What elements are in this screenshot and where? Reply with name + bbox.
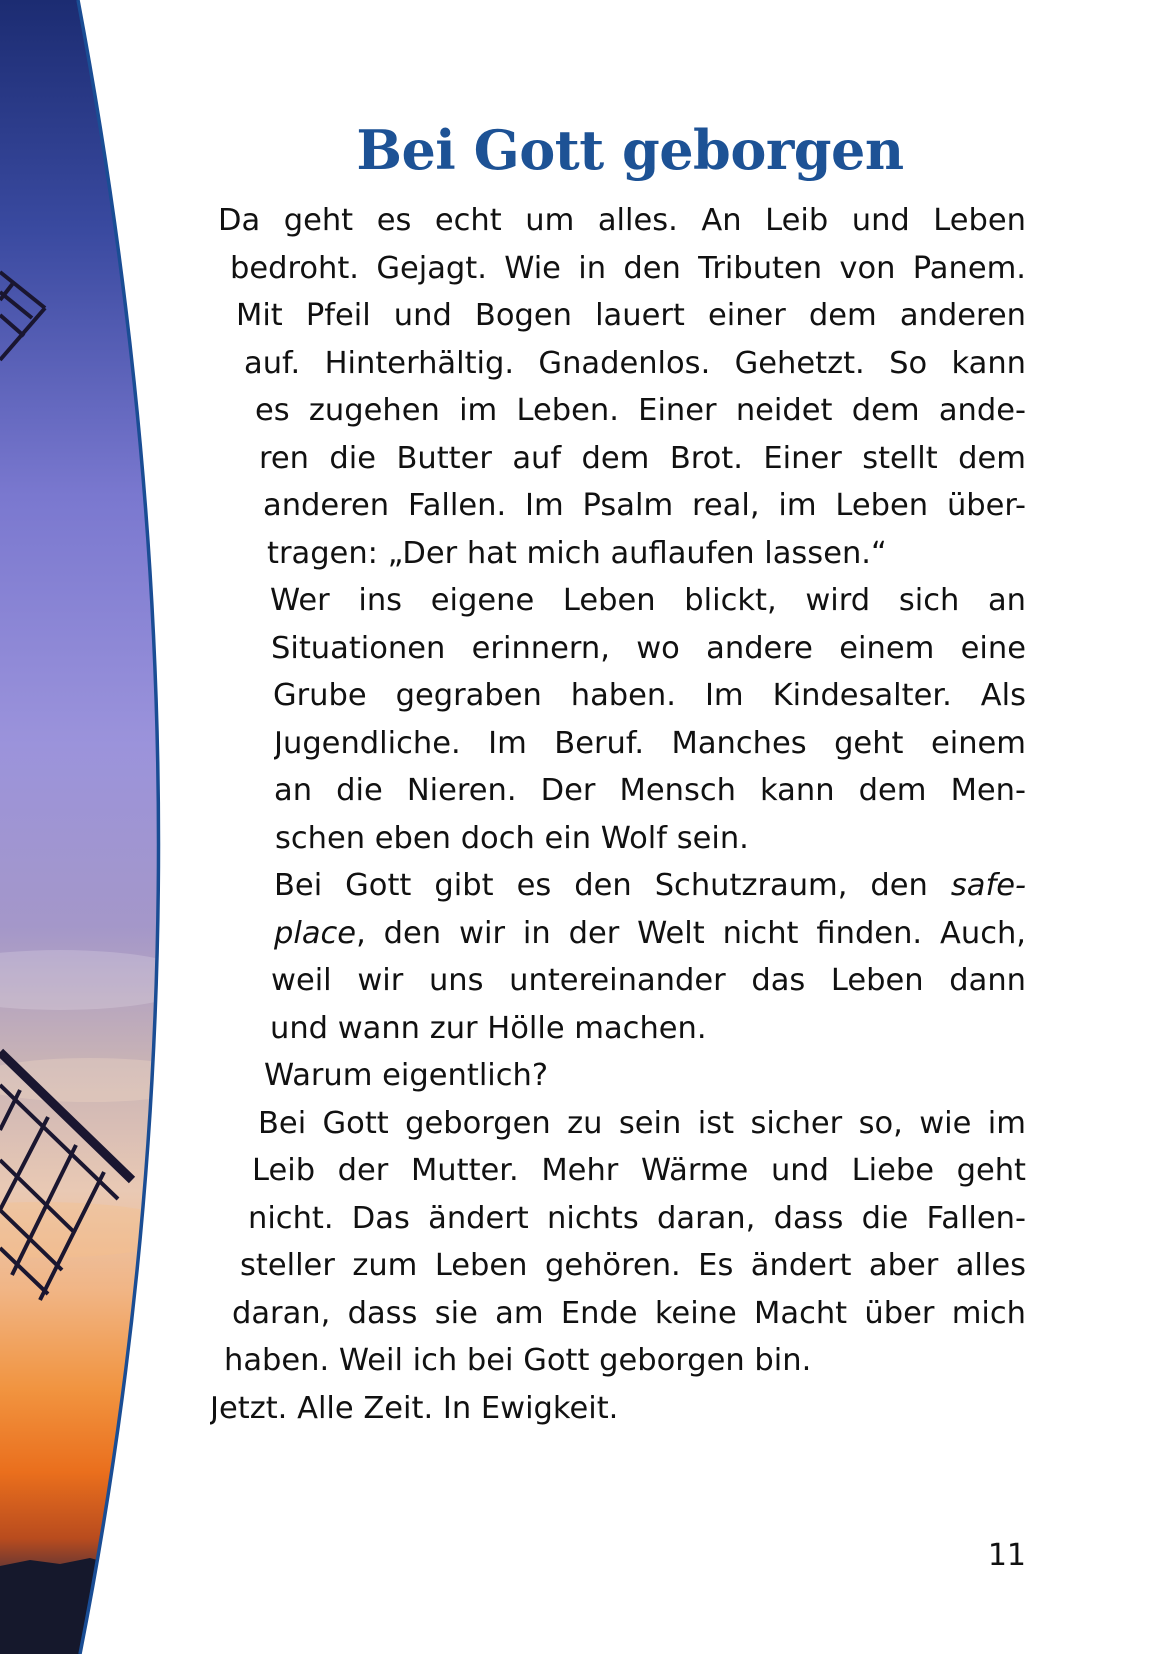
text-line: und wann zur Hölle machen. (270, 1010, 707, 1046)
text-line: tragen: „Der hat mich auflaufen lassen.“ (267, 535, 887, 571)
text-line: anderen Fallen. Im Psalm real, im Leben über- (263, 488, 1026, 523)
text-line: schen eben doch ein Wolf sein. (275, 820, 749, 856)
text-line: haben. Weil ich bei Gott geborgen bin. (224, 1343, 812, 1378)
text-run: Bei Gott gibt es den Schutzraum, den (274, 868, 951, 903)
text-line: bedroht. Gejagt. Wie in den Tributen von Panem. (230, 250, 1026, 286)
text-line: nicht. Das ändert nichts daran, dass die Fallen- (248, 1200, 1026, 1236)
page-number: 11 (987, 1538, 1026, 1573)
text-line: Bei Gott geborgen zu sein ist sicher so, wie im (258, 1105, 1026, 1141)
text-line: Wer ins eigene Leben blickt, wird sich an (270, 583, 1026, 618)
text-line: Da geht es echt um alles. An Leib und Leben (218, 203, 1026, 238)
italic-term: place (274, 915, 357, 951)
text-line: es zugehen im Leben. Einer neidet dem ande- (255, 393, 1026, 428)
text-line: ren die Butter auf dem Brot. Einer stellt dem (259, 440, 1026, 476)
text-line: Mit Pfeil und Bogen lauert einer dem anderen (236, 298, 1026, 333)
page-title: Bei Gott geborgen (356, 118, 904, 182)
text-line: steller zum Leben gehören. Es ändert aber alles (240, 1248, 1026, 1283)
text-line: weil wir uns untereinander das Leben dann (271, 963, 1026, 998)
text-line (274, 861, 1026, 911)
text-line: auf. Hinterhältig. Gnadenlos. Gehetzt. So kann (244, 345, 1026, 381)
text-run: , den wir in der Welt nicht finden. Auch, (356, 915, 1026, 951)
text-line: an die Nieren. Der Mensch kann dem Men- (274, 773, 1026, 808)
text-line: Jugendliche. Im Beruf. Manches geht einem (274, 725, 1026, 761)
italic-term: safe- (950, 868, 1026, 903)
text-line: Jetzt. Alle Zeit. In Ewigkeit. (210, 1390, 619, 1426)
text-line: Warum eigentlich? (264, 1058, 549, 1093)
text-line (274, 909, 1026, 959)
text-line: Grube gegraben haben. Im Kindesalter. Als (273, 678, 1026, 713)
text-line: daran, dass sie am Ende keine Macht über mich (232, 1295, 1026, 1331)
text-line: Situationen erinnern, wo andere einem eine (271, 630, 1026, 666)
text-line: Leib der Mutter. Mehr Wärme und Liebe geht (252, 1153, 1026, 1188)
